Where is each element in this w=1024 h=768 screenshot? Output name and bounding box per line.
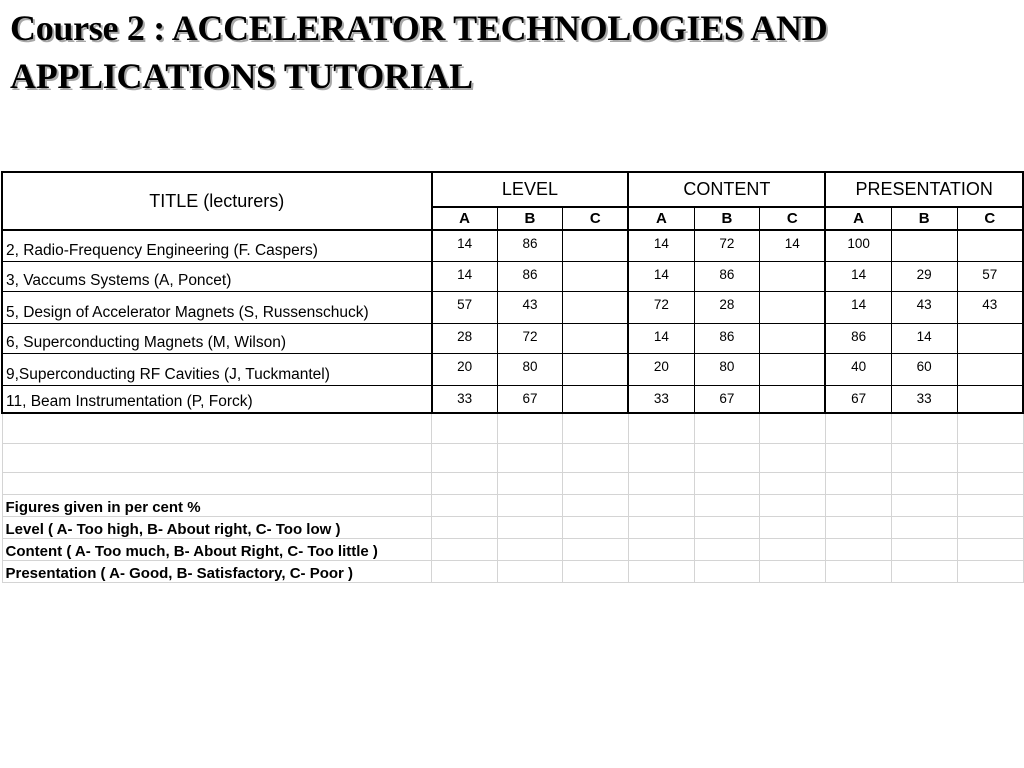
level-group-header: LEVEL [432, 172, 629, 207]
empty-cell [760, 413, 826, 443]
legend-row [2, 538, 1023, 560]
presentation-b-value-cell: 14 [891, 323, 957, 353]
content-b-value-cell: 67 [694, 385, 760, 413]
empty-cell [497, 443, 563, 472]
content-c-header: C [760, 207, 826, 230]
content-b-value-cell: 28 [694, 291, 760, 323]
lecture-title-cell: 2, Radio-Frequency Engineering (F. Caspers) [2, 230, 432, 261]
legend-row [2, 516, 1023, 538]
presentation-a-value-cell: 40 [825, 353, 891, 385]
empty-cell [628, 443, 694, 472]
presentation-a-value-cell: 14 [825, 291, 891, 323]
empty-cell [957, 516, 1023, 538]
empty-cell [694, 494, 760, 516]
legend-note: Content ( A- Too much, B- About Right, C- Too little ) [2, 538, 432, 560]
level-a-value-cell: 28 [432, 323, 498, 353]
empty-cell [957, 472, 1023, 494]
content-a-value-cell: 33 [628, 385, 694, 413]
lecture-title-cell: 5, Design of Accelerator Magnets (S, Russenschuck) [2, 291, 432, 323]
lecture-title-cell: 3, Vaccums Systems (A, Poncet) [2, 261, 432, 291]
presentation-a-value-cell: 67 [825, 385, 891, 413]
empty-cell [694, 560, 760, 582]
content-a-value-cell: 14 [628, 230, 694, 261]
empty-row [2, 472, 1023, 494]
empty-cell [760, 560, 826, 582]
empty-cell [497, 560, 563, 582]
empty-cell [2, 443, 432, 472]
empty-cell [825, 560, 891, 582]
empty-cell [760, 494, 826, 516]
content-b-value-cell: 72 [694, 230, 760, 261]
empty-cell [2, 472, 432, 494]
level-b-value-cell: 72 [497, 323, 563, 353]
empty-cell [2, 413, 432, 443]
empty-cell [957, 560, 1023, 582]
empty-cell [891, 538, 957, 560]
presentation-c-value-cell [957, 385, 1023, 413]
level-a-header: A [432, 207, 498, 230]
empty-cell [891, 560, 957, 582]
empty-cell [694, 516, 760, 538]
level-c-value-cell [563, 230, 629, 261]
level-b-value-cell: 80 [497, 353, 563, 385]
empty-cell [825, 538, 891, 560]
level-b-value-cell: 86 [497, 261, 563, 291]
empty-cell [497, 413, 563, 443]
presentation-b-value-cell [891, 230, 957, 261]
legend-note: Presentation ( A- Good, B- Satisfactory, C- Poor ) [2, 560, 432, 582]
empty-cell [957, 443, 1023, 472]
empty-cell [563, 472, 629, 494]
empty-cell [825, 472, 891, 494]
content-b-value-cell: 86 [694, 261, 760, 291]
empty-cell [628, 516, 694, 538]
empty-row [2, 443, 1023, 472]
empty-cell [563, 443, 629, 472]
presentation-a-header: A [825, 207, 891, 230]
level-c-value-cell [563, 323, 629, 353]
empty-cell [825, 443, 891, 472]
level-b-value-cell: 43 [497, 291, 563, 323]
empty-cell [628, 413, 694, 443]
presentation-a-value-cell: 100 [825, 230, 891, 261]
content-group-header: CONTENT [628, 172, 825, 207]
content-a-value-cell: 20 [628, 353, 694, 385]
content-c-value-cell: 14 [760, 230, 826, 261]
empty-cell [891, 472, 957, 494]
level-b-value-cell: 67 [497, 385, 563, 413]
empty-cell [497, 494, 563, 516]
content-c-value-cell [760, 323, 826, 353]
presentation-b-value-cell: 29 [891, 261, 957, 291]
empty-cell [957, 538, 1023, 560]
presentation-c-value-cell: 43 [957, 291, 1023, 323]
title-column-header: TITLE (lecturers) [2, 172, 432, 230]
content-b-header: B [694, 207, 760, 230]
empty-cell [497, 538, 563, 560]
empty-cell [432, 472, 498, 494]
empty-cell [628, 494, 694, 516]
empty-cell [694, 472, 760, 494]
empty-cell [563, 516, 629, 538]
level-a-value-cell: 57 [432, 291, 498, 323]
empty-cell [563, 494, 629, 516]
level-b-header: B [497, 207, 563, 230]
table-row [2, 353, 1023, 385]
presentation-a-value-cell: 14 [825, 261, 891, 291]
presentation-b-value-cell: 60 [891, 353, 957, 385]
table-row [2, 261, 1023, 291]
legend-note: Figures given in per cent % [2, 494, 432, 516]
empty-cell [432, 494, 498, 516]
table-row [2, 291, 1023, 323]
content-b-value-cell: 86 [694, 323, 760, 353]
empty-cell [432, 413, 498, 443]
empty-cell [563, 413, 629, 443]
empty-cell [694, 538, 760, 560]
lecture-title-cell: 6, Superconducting Magnets (M, Wilson) [2, 323, 432, 353]
content-a-header: A [628, 207, 694, 230]
presentation-b-header: B [891, 207, 957, 230]
content-c-value-cell [760, 261, 826, 291]
content-c-value-cell [760, 353, 826, 385]
empty-cell [891, 443, 957, 472]
empty-cell [628, 560, 694, 582]
empty-cell [957, 494, 1023, 516]
level-b-value-cell: 86 [497, 230, 563, 261]
content-c-value-cell [760, 291, 826, 323]
level-c-value-cell [563, 291, 629, 323]
empty-cell [957, 413, 1023, 443]
presentation-c-value-cell [957, 230, 1023, 261]
level-a-value-cell: 14 [432, 261, 498, 291]
presentation-group-header: PRESENTATION [825, 172, 1023, 207]
lecture-title-cell: 11, Beam Instrumentation (P, Forck) [2, 385, 432, 413]
empty-cell [432, 560, 498, 582]
evaluation-table [1, 171, 1024, 583]
empty-cell [760, 443, 826, 472]
level-a-value-cell: 33 [432, 385, 498, 413]
table-row [2, 323, 1023, 353]
empty-row [2, 413, 1023, 443]
content-a-value-cell: 14 [628, 261, 694, 291]
content-a-value-cell: 14 [628, 323, 694, 353]
empty-cell [563, 560, 629, 582]
empty-cell [891, 516, 957, 538]
presentation-b-value-cell: 33 [891, 385, 957, 413]
empty-cell [891, 494, 957, 516]
legend-row [2, 560, 1023, 582]
level-c-value-cell [563, 353, 629, 385]
legend-row [2, 494, 1023, 516]
legend-note: Level ( A- Too high, B- About right, C- Too low ) [2, 516, 432, 538]
empty-cell [825, 413, 891, 443]
empty-cell [891, 413, 957, 443]
empty-cell [628, 538, 694, 560]
slide-title-line2: APPLICATIONS TUTORIAL [10, 56, 473, 96]
content-c-value-cell [760, 385, 826, 413]
empty-cell [628, 472, 694, 494]
empty-cell [497, 472, 563, 494]
content-a-value-cell: 72 [628, 291, 694, 323]
empty-cell [760, 516, 826, 538]
level-a-value-cell: 20 [432, 353, 498, 385]
level-c-header: C [563, 207, 629, 230]
table-row [2, 230, 1023, 261]
presentation-c-header: C [957, 207, 1023, 230]
empty-cell [694, 443, 760, 472]
empty-cell [825, 516, 891, 538]
lecture-title-cell: 9,Superconducting RF Cavities (J, Tuckmantel) [2, 353, 432, 385]
presentation-c-value-cell: 57 [957, 261, 1023, 291]
presentation-c-value-cell [957, 353, 1023, 385]
empty-cell [497, 516, 563, 538]
empty-cell [563, 538, 629, 560]
empty-cell [432, 443, 498, 472]
empty-cell [694, 413, 760, 443]
level-c-value-cell [563, 385, 629, 413]
presentation-c-value-cell [957, 323, 1023, 353]
empty-cell [432, 538, 498, 560]
empty-cell [760, 472, 826, 494]
empty-cell [760, 538, 826, 560]
slide-title [10, 4, 1010, 100]
empty-cell [432, 516, 498, 538]
presentation-a-value-cell: 86 [825, 323, 891, 353]
level-c-value-cell [563, 261, 629, 291]
slide-title-line1: Course 2 : ACCELERATOR TECHNOLOGIES AND [10, 8, 828, 48]
content-b-value-cell: 80 [694, 353, 760, 385]
table-row [2, 385, 1023, 413]
presentation-b-value-cell: 43 [891, 291, 957, 323]
empty-cell [825, 494, 891, 516]
level-a-value-cell: 14 [432, 230, 498, 261]
